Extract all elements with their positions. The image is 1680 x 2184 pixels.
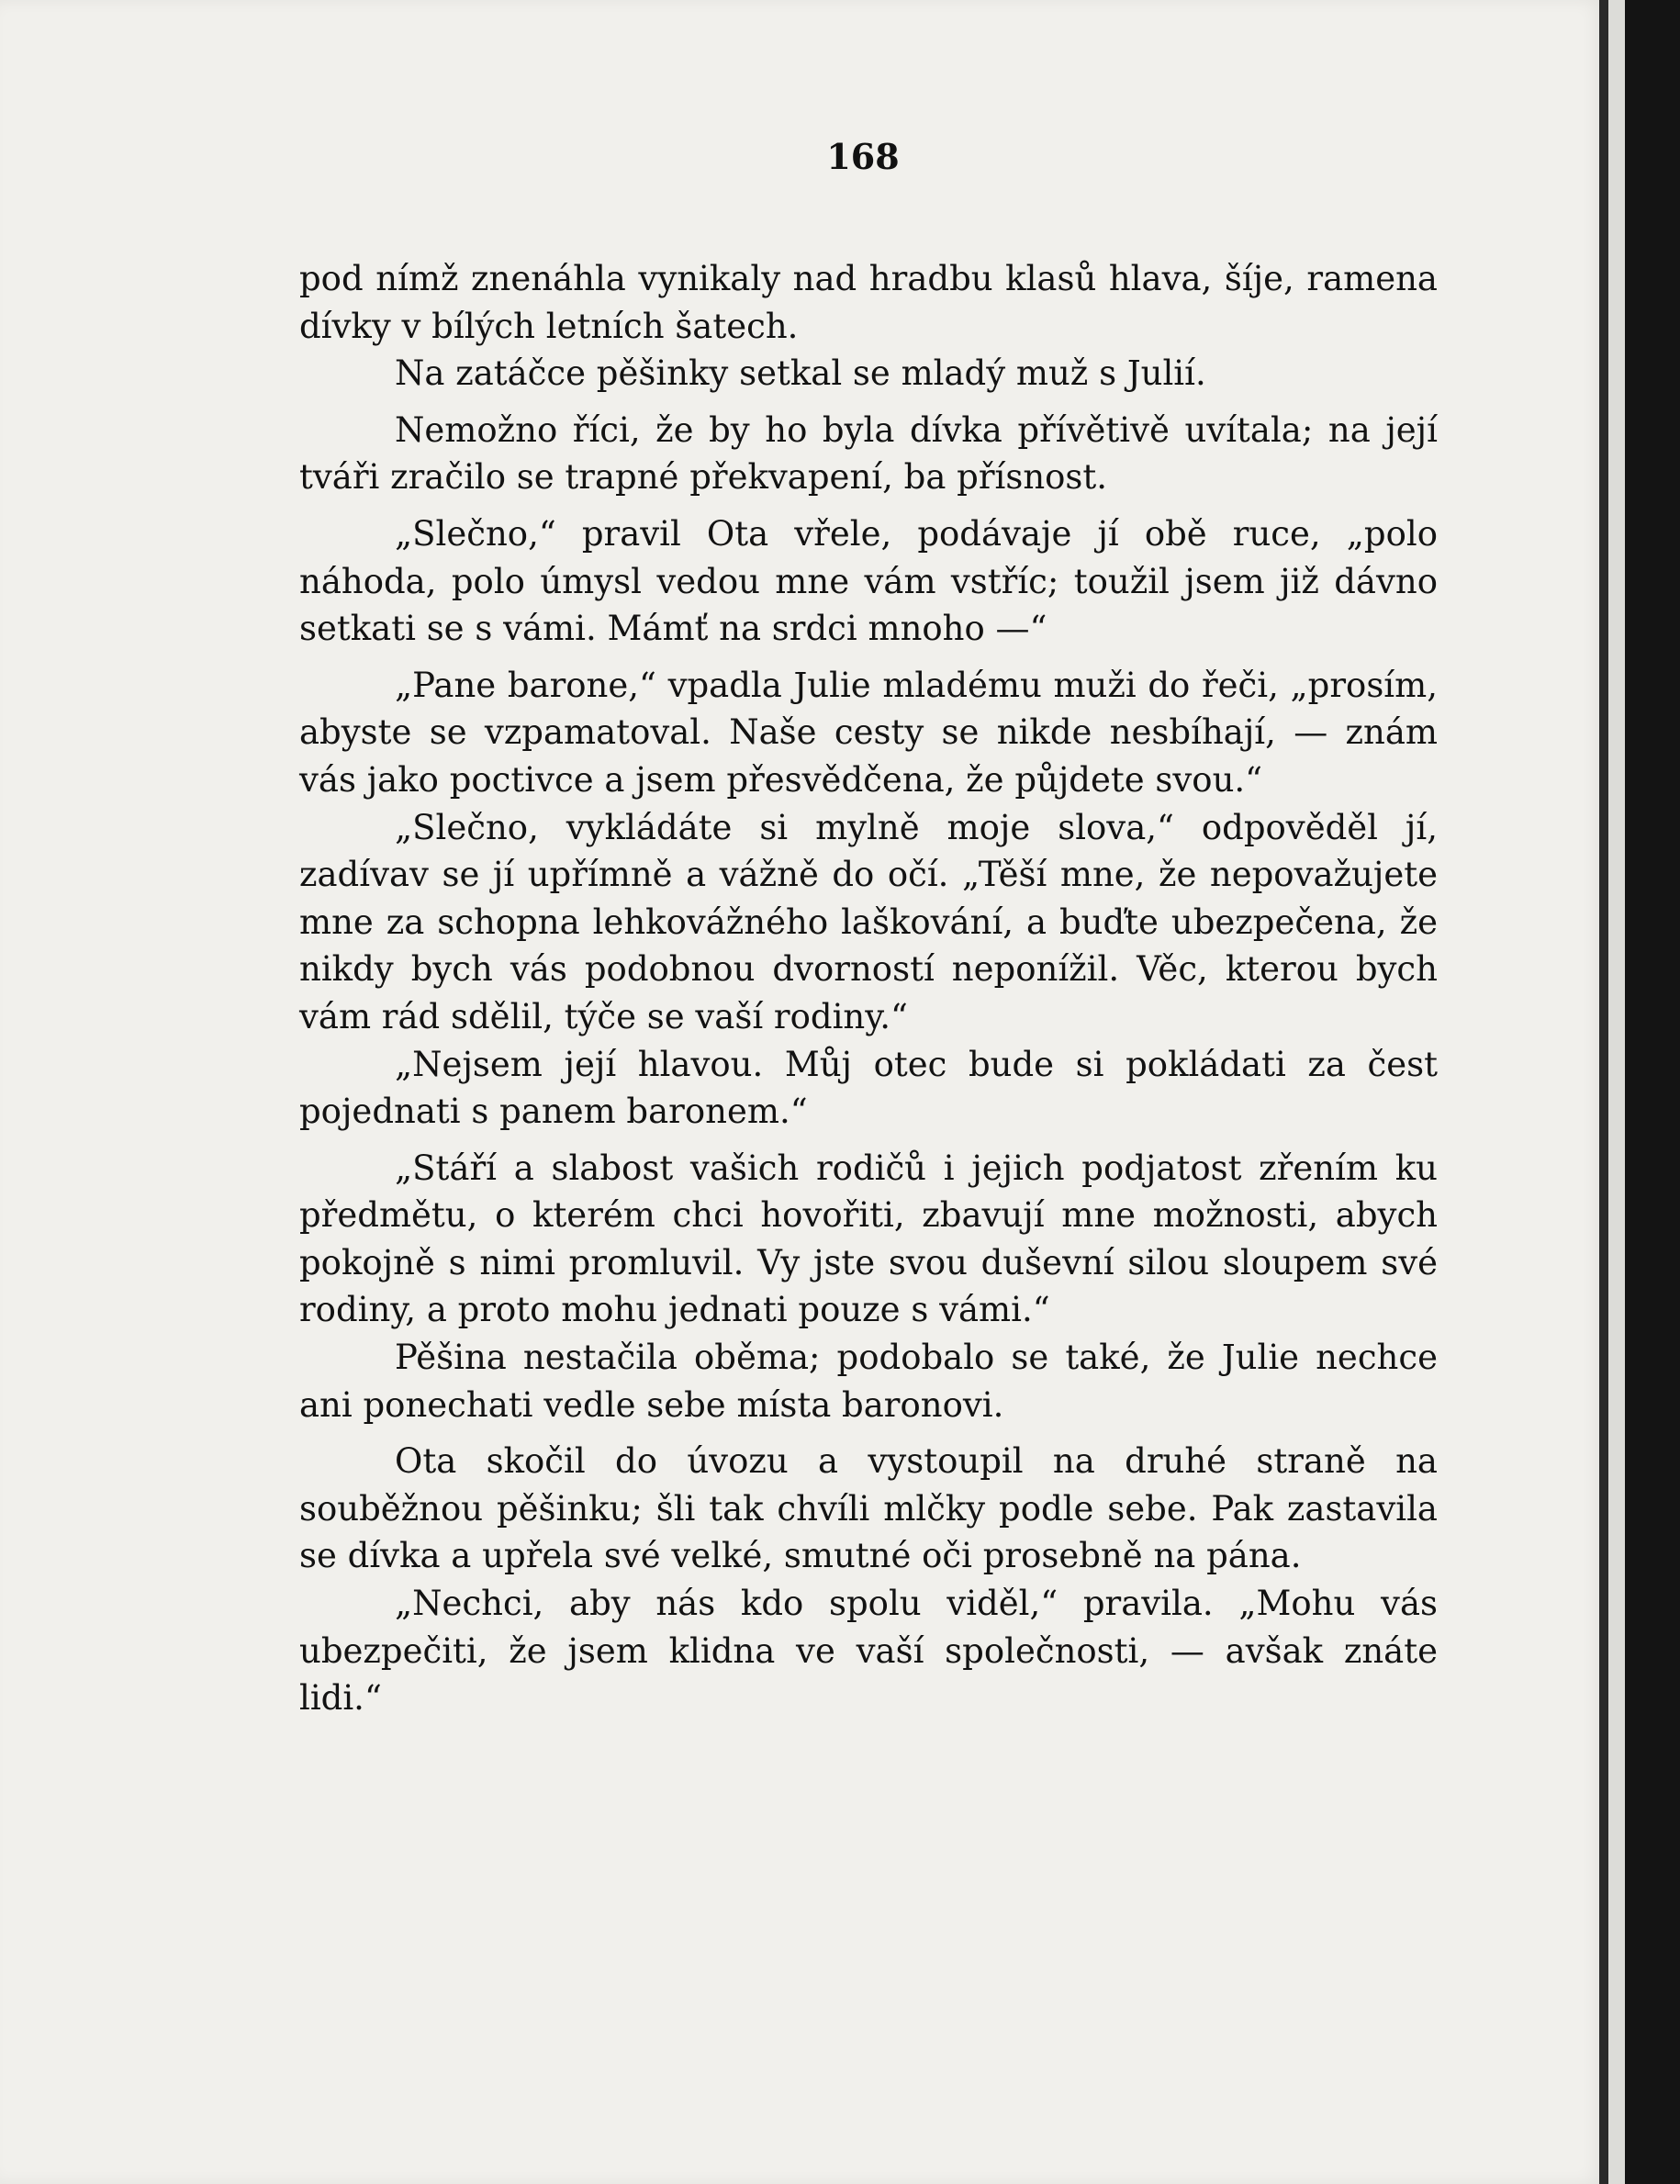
paragraph: Nemožno říci, že by ho byla dívka přívětivě uvítala; na její tváři zračilo se trapné překvapení, ba přísnost.	[299, 409, 1438, 498]
paragraph: Pěšina nestačila oběma; podobalo se také, že Julie nechce ani ponechati vedle sebe místa baronovi.	[299, 1338, 1438, 1425]
paragraph: „Nechci, aby nás kdo spolu viděl,“ pravila. „Mohu vás ubezpečiti, že jsem klidna ve vaší společnosti, — avšak znáte lidi.“	[299, 1584, 1438, 1719]
paragraph: „Slečno,“ pravil Ota vřele, podávaje jí obě ruce, „polo náhoda, polo úmysl vedou mne vám vstříc; toužil jsem již dávno setkati se s vámi. Mámť na srdci mnoho —“	[299, 513, 1438, 649]
paragraph: „Pane barone,“ vpadla Julie mladému muži do řeči, „prosím, abyste se vzpamatoval. Naše cesty se nikde nesbíhají, — znám vás jako poctivce a jsem přesvědčena, že půjdete svou.“	[299, 665, 1438, 800]
paragraph: Ota skočil do úvozu a vystoupil na druhé straně na souběžnou pěšinku; šli tak chvíli mlčky podle sebe. Pak zastavila se dívka a upřela své velké, smutné oči prosebně na pána.	[299, 1441, 1438, 1576]
page-number: 168	[826, 136, 900, 177]
paragraph: Na zatáčce pěšinky setkal se mladý muž s Julií.	[395, 353, 1206, 394]
paragraph: „Slečno, vykládáte si mylně moje slova,“ odpověděl jí, zadívav se jí upřímně a vážně do očí. „Těší mne, že nepovažujete mne za schopna lehkovážného laškování, a buďte ubezpečena, že nikdy bych vás podobnou dvorností neponížil. Věc, kterou bych vám rád sdělil, týče se vaší rodiny.“	[299, 807, 1438, 1036]
paragraph: „Stáří a slabost vašich rodičů i jejich podjatost zřením ku předmětu, o kterém chci hovořiti, zbavují mne možnosti, abych pokojně s nimi promluvil. Vy jste svou duševní silou sloupem své rodiny, a proto mohu jednati pouze s vámi.“	[299, 1148, 1438, 1330]
paragraph: „Nejsem její hlavou. Můj otec bude si pokládati za čest pojednati s panem baronem.“	[299, 1044, 1438, 1132]
body-text	[299, 255, 1438, 1722]
page-edge-shadow	[1599, 0, 1608, 2184]
page-edge	[1608, 0, 1625, 2184]
paragraph: pod nímž znenáhla vynikaly nad hradbu klasů hlava, šíje, ramena dívky v bílých letních šatech.	[299, 259, 1438, 346]
